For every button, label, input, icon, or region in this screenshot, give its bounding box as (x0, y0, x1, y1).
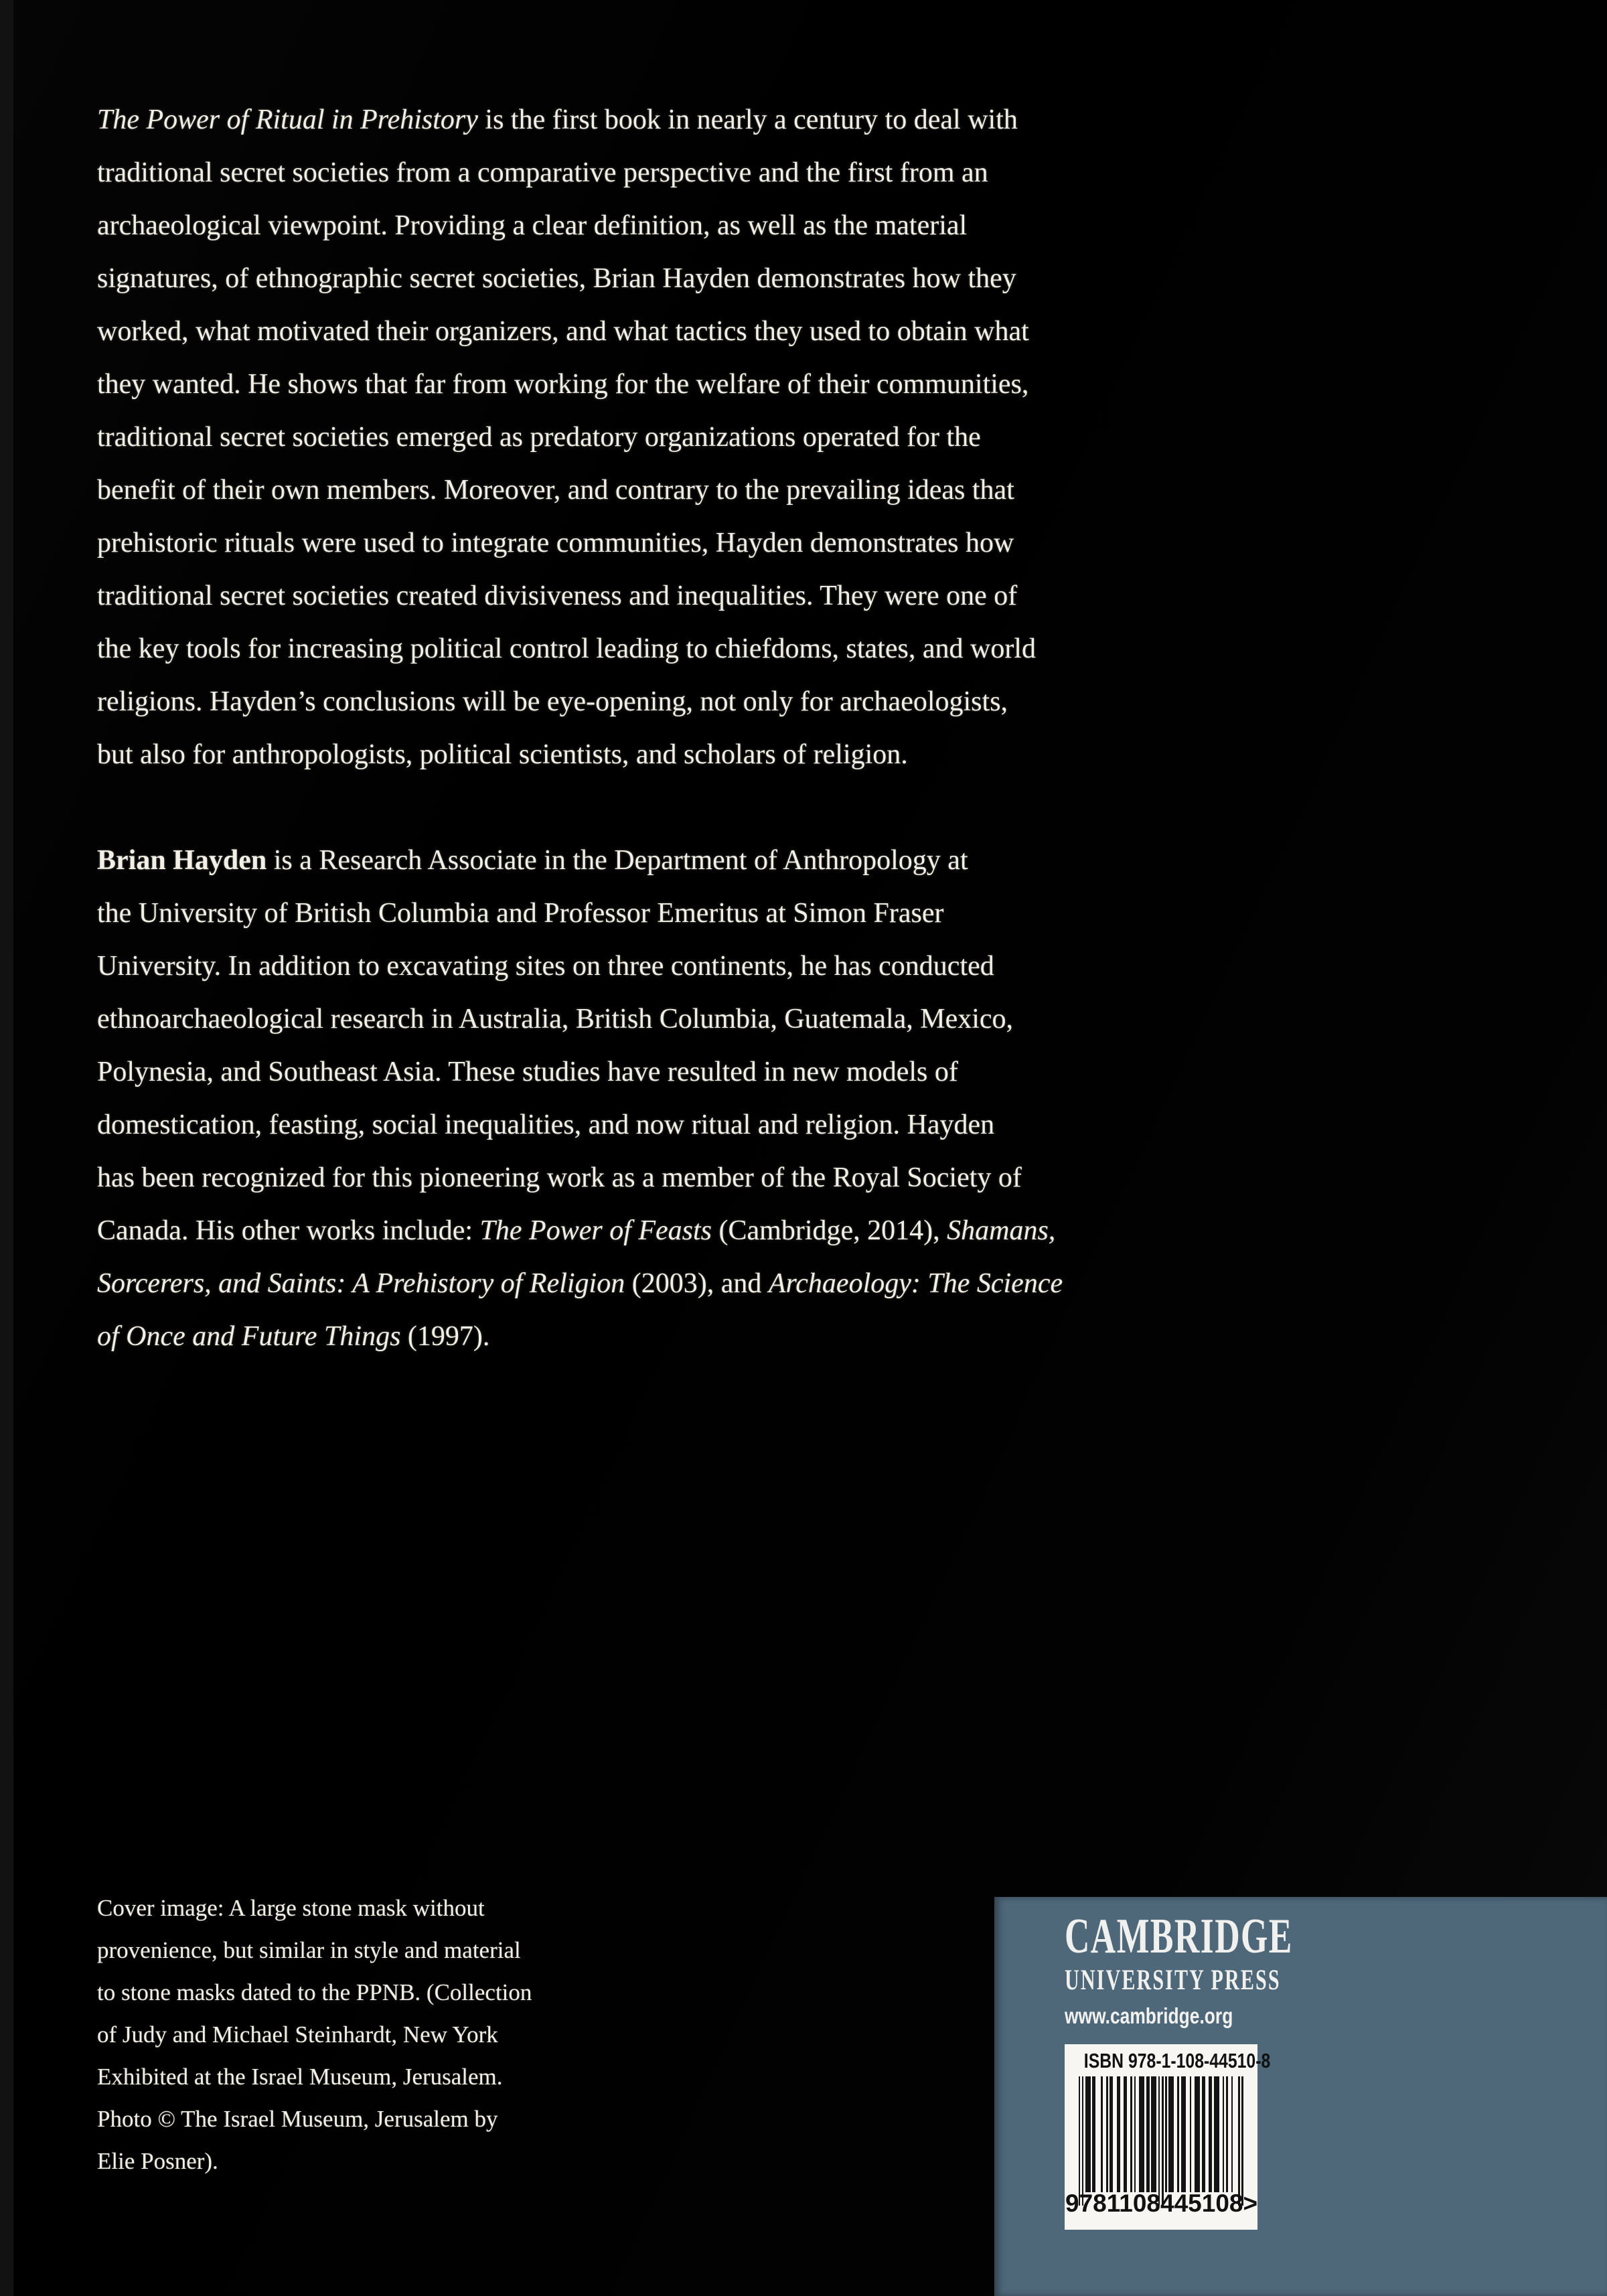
cover-spine-edge (0, 0, 13, 2296)
isbn-label: ISBN 978-1-108-44510-8 (1083, 2049, 1271, 2072)
publisher-wordmark-line2: UNIVERSITY PRESS (1065, 1965, 1281, 1996)
text-line (97, 1099, 1063, 1152)
text-segment: (Cambridge, 2014), (712, 1215, 947, 1246)
text-segment: worked, what motivated their organizers, and what tactics they used to obtain what (97, 316, 1029, 347)
text-line (97, 1887, 532, 1929)
text-segment: Photo © The Israel Museum, Jerusalem by (97, 2106, 498, 2132)
text-line (97, 2098, 532, 2140)
barcode-group1: 781108 (1079, 2190, 1161, 2217)
text-segment: Shamans, (947, 1215, 1056, 1246)
text-line (97, 570, 1063, 623)
text-segment: ethnoarchaeological research in Australia, British Columbia, Guatemala, Mexico, (97, 1004, 1014, 1035)
text-segment: Canada. His other works include: (97, 1215, 480, 1246)
publisher-inner (994, 1897, 1607, 2230)
text-line (97, 305, 1063, 358)
text-segment: signatures, of ethnographic secret societies, Brian Hayden demonstrates how they (97, 263, 1016, 294)
text-line (97, 464, 1063, 517)
text-segment: Archaeology: The Science (768, 1268, 1063, 1299)
text-line (97, 2056, 532, 2098)
text-segment: is the first book in nearly a century to deal with (485, 104, 1018, 135)
text-segment: provenience, but similar in style and material (97, 1937, 521, 1963)
text-line (97, 411, 1063, 464)
text-segment: (2003), and (625, 1268, 769, 1299)
text-segment: traditional secret societies from a comparative perspective and the first from an (97, 157, 988, 188)
text-segment: of Once and Future Things (97, 1321, 401, 1352)
text-segment: of Judy and Michael Steinhardt, New York (97, 2021, 498, 2048)
text-segment: The Power of Feasts (479, 1215, 712, 1246)
text-segment: they wanted. He shows that far from working for the welfare of their communities, (97, 369, 1029, 400)
text-segment: The Power of Ritual in Prehistory (97, 104, 485, 135)
text-line (97, 94, 1063, 147)
text-segment: Sorcerers, and Saints: A Prehistory of Religion (97, 1268, 625, 1299)
text-segment: prehistoric rituals were used to integrate communities, Hayden demonstrates how (97, 528, 1014, 558)
text-line (97, 1929, 532, 1971)
text-segment: University. In addition to excavating sites on three continents, he has conducted (97, 951, 994, 982)
publisher-website: www.cambridge.org (1065, 2003, 1233, 2028)
author-bio (97, 834, 1063, 1363)
barcode-arrow: > (1243, 2190, 1258, 2217)
text-segment: the key tools for increasing political control leading to chiefdoms, states, and world (97, 633, 1036, 664)
text-line (97, 834, 1063, 887)
text-line (97, 676, 1063, 729)
text-segment: traditional secret societies created divisiveness and inequalities. They were one of (97, 581, 1018, 611)
text-line (97, 1971, 532, 2013)
text-line (97, 940, 1063, 993)
text-segment: Brian Hayden (97, 845, 267, 876)
cover-image-caption (97, 1887, 532, 2182)
text-line (97, 1205, 1063, 1257)
book-description (97, 94, 1063, 781)
text-line (97, 2013, 532, 2056)
text-segment: has been recognized for this pioneering work as a member of the Royal Society of (97, 1162, 1022, 1193)
text-line (97, 517, 1063, 570)
text-line (97, 200, 1063, 252)
barcode (1079, 2076, 1244, 2206)
isbn-box (1065, 2044, 1271, 2230)
text-line (97, 147, 1063, 200)
barcode-digit-lead: 9 (1065, 2190, 1079, 2217)
text-segment: Polynesia, and Southeast Asia. These studies have resulted in new models of (97, 1057, 958, 1087)
text-line (97, 358, 1063, 411)
text-line (97, 1257, 1063, 1310)
text-segment: domestication, feasting, social inequalities, and now ritual and religion. Hayden (97, 1109, 995, 1140)
text-segment: religions. Hayden’s conclusions will be eye-opening, not only for archaeologists, (97, 686, 1008, 717)
text-segment: to stone masks dated to the PPNB. (Collection (97, 1979, 532, 2005)
text-segment: is a Research Associate in the Department of Anthropology at (266, 845, 968, 876)
text-segment: Exhibited at the Israel Museum, Jerusalem. (97, 2064, 503, 2090)
back-cover-text (97, 94, 1063, 1363)
text-line (97, 993, 1063, 1046)
text-line (97, 623, 1063, 676)
barcode-digits (1065, 2190, 1257, 2218)
barcode-bar (1241, 2076, 1243, 2206)
text-segment: but also for anthropologists, political scientists, and scholars of religion. (97, 739, 908, 770)
text-segment: Elie Posner). (97, 2148, 218, 2174)
text-segment: Cover image: A large stone mask without (97, 1895, 485, 1921)
text-segment: the University of British Columbia and Professor Emeritus at Simon Fraser (97, 898, 944, 929)
text-line (97, 1046, 1063, 1099)
publisher-wordmark: CAMBRIDGE (1065, 1909, 1293, 1964)
barcode-group2: 445108 (1160, 2190, 1243, 2217)
text-line (97, 1152, 1063, 1205)
text-line (97, 1310, 1063, 1363)
text-line (97, 729, 1063, 781)
text-line (97, 887, 1063, 940)
text-segment: archaeological viewpoint. Providing a clear definition, as well as the material (97, 210, 968, 241)
text-segment: (1997). (400, 1321, 490, 1352)
text-line (97, 2140, 532, 2182)
text-line (97, 252, 1063, 305)
publisher-block (994, 1897, 1607, 2296)
text-segment: traditional secret societies emerged as predatory organizations operated for the (97, 422, 981, 453)
text-segment: benefit of their own members. Moreover, and contrary to the prevailing ideas that (97, 475, 1014, 506)
